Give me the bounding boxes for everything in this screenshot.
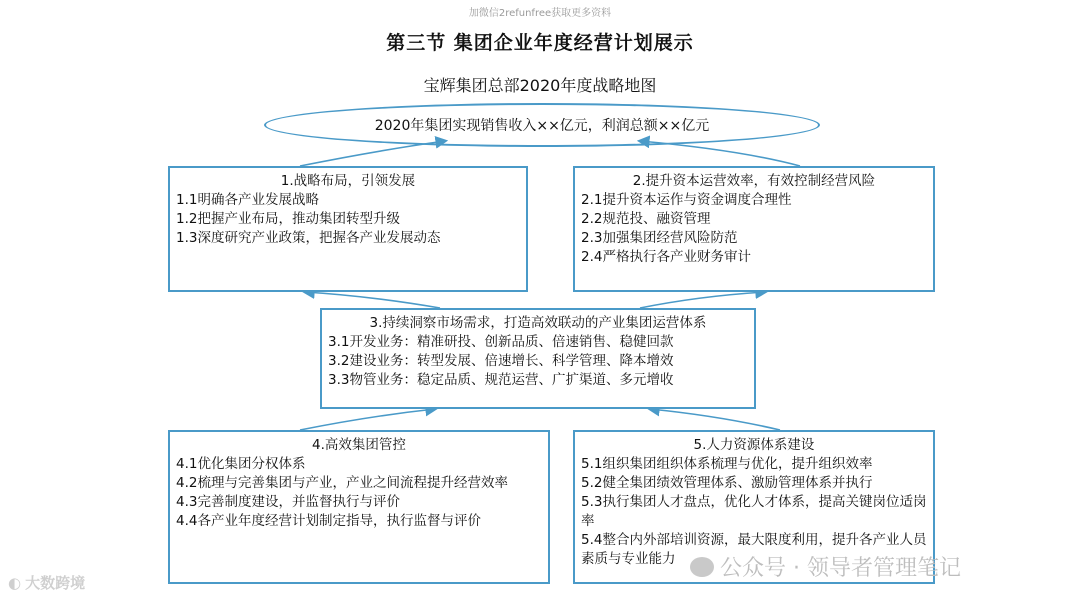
box1-item: 1.3深度研究产业政策，把握各产业发展动态	[176, 230, 441, 246]
diagram-subtitle: 宝辉集团总部2020年度战略地图	[423, 76, 657, 95]
brand-logo-icon: ◐	[8, 573, 22, 592]
box3-heading: 3.持续洞察市场需求，打造高效联动的产业集团运营体系	[369, 315, 707, 331]
watermark-left-text: 大数跨境	[25, 574, 86, 592]
box1-item: 1.1明确各产业发展战略	[176, 192, 319, 208]
arrow-box3-to-box1	[305, 292, 440, 308]
arrow-box4-to-box3	[300, 409, 435, 430]
box2-heading: 2.提升资本运营效率，有效控制经营风险	[632, 173, 876, 189]
box5-item: 5.1组织集团组织体系梳理与优化，提升组织效率	[581, 456, 873, 472]
watermark-right-text: 公众号 · 领导者管理笔记	[720, 556, 961, 581]
box3-item: 3.1开发业务：精准研投、创新品质、倍速销售、稳健回款	[328, 334, 674, 350]
box4-item: 4.1优化集团分权体系	[176, 456, 306, 472]
box2-item: 2.4严格执行各产业财务审计	[581, 249, 751, 265]
box4-item: 4.4各产业年度经营计划制定指导，执行监督与评价	[176, 513, 481, 529]
box5-item: 5.2健全集团绩效管理体系、激励管理体系并执行	[581, 475, 873, 491]
strategy-box-1	[168, 166, 528, 292]
bottom-left-watermark	[8, 572, 85, 593]
goal-ellipse	[264, 103, 820, 147]
box3-item: 3.2建设业务：转型发展、倍速增长、科学管理、降本增效	[328, 353, 674, 369]
bottom-right-watermark	[690, 551, 961, 582]
strategy-box-2	[573, 166, 935, 292]
box4-item: 4.2梳理与完善集团与产业，产业之间流程提升经营效率	[176, 475, 508, 491]
strategy-box-4	[168, 430, 550, 584]
box5-item: 5.3执行集团人才盘点，优化人才体系，提高关键岗位适岗率	[581, 494, 927, 529]
box2-item: 2.3加强集团经营风险防范	[581, 230, 738, 246]
box5-item: 5.4整合内外部培训资源，最大限度利用，提升各产业人员素质与专业能力	[581, 532, 927, 567]
box1-heading: 1.战略布局，引领发展	[280, 173, 416, 189]
goal-text: 2020年集团实现销售收入××亿元，利润总额××亿元	[374, 118, 710, 134]
box5-heading: 5.人力资源体系建设	[693, 437, 815, 453]
wechat-icon	[690, 557, 714, 577]
top-watermark: 加微信2refunfree获取更多资料	[468, 8, 612, 19]
box1-item: 1.2把握产业布局，推动集团转型升级	[176, 211, 400, 227]
box2-item: 2.1提升资本运作与资金调度合理性	[581, 192, 792, 208]
box4-heading: 4.高效集团管控	[312, 437, 406, 453]
page-title: 第三节 集团企业年度经营计划展示	[386, 32, 694, 54]
box3-item: 3.3物管业务：稳定品质、规范运营、广扩渠道、多元增收	[328, 372, 674, 388]
arrow-box3-to-box2	[640, 292, 765, 308]
strategy-box-3	[320, 308, 756, 409]
box2-item: 2.2规范投、融资管理	[581, 211, 711, 227]
arrow-box5-to-box3	[650, 409, 780, 430]
box4-item: 4.3完善制度建设，并监督执行与评价	[176, 494, 400, 510]
